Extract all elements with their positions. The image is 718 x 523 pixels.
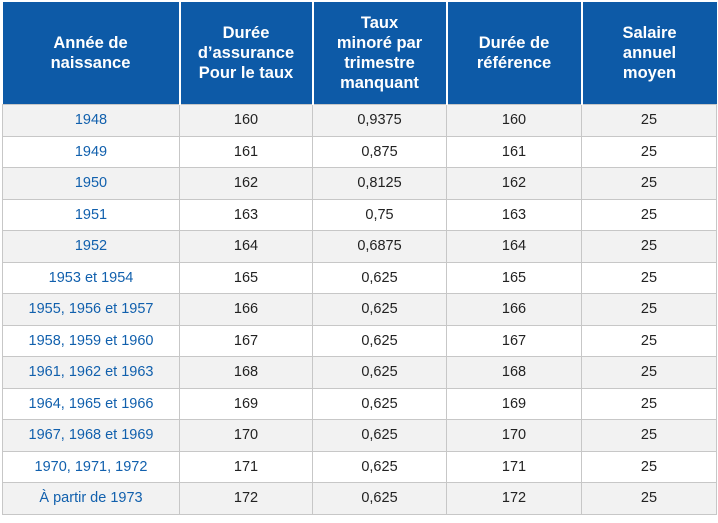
- cell-reference-duration: 172: [447, 483, 582, 515]
- cell-birth-year: 1961, 1962 et 1963: [3, 357, 180, 389]
- table-row: [3, 451, 717, 483]
- header-line: Durée: [222, 24, 270, 42]
- cell-average-salary: 25: [582, 357, 717, 389]
- table-body: [3, 105, 717, 515]
- cell-reference-duration: 168: [447, 357, 582, 389]
- cell-insurance-duration: 169: [180, 388, 313, 420]
- cell-reference-duration: 171: [447, 451, 582, 483]
- cell-reference-duration: 163: [447, 199, 582, 231]
- table-row: [3, 136, 717, 168]
- cell-insurance-duration: 163: [180, 199, 313, 231]
- cell-insurance-duration: 167: [180, 325, 313, 357]
- table-row: [3, 483, 717, 515]
- header-line: Pour le taux: [198, 64, 294, 82]
- table-row: [3, 357, 717, 389]
- table-row: [3, 168, 717, 200]
- cell-reference-duration: 170: [447, 420, 582, 452]
- cell-insurance-duration: 161: [180, 136, 313, 168]
- retirement-rate-table: [2, 2, 717, 515]
- cell-reduced-rate: 0,75: [313, 199, 447, 231]
- cell-reference-duration: 167: [447, 325, 582, 357]
- cell-insurance-duration: 168: [180, 357, 313, 389]
- cell-average-salary: 25: [582, 325, 717, 357]
- table-row: [3, 325, 717, 357]
- cell-birth-year: 1953 et 1954: [3, 262, 180, 294]
- cell-birth-year: 1950: [3, 168, 180, 200]
- cell-insurance-duration: 166: [180, 294, 313, 326]
- cell-average-salary: 25: [582, 420, 717, 452]
- header-row: [3, 2, 717, 105]
- header-birth-year: [3, 2, 180, 105]
- cell-reduced-rate: 0,625: [313, 388, 447, 420]
- cell-reference-duration: 162: [447, 168, 582, 200]
- table-row: [3, 199, 717, 231]
- cell-reduced-rate: 0,625: [313, 451, 447, 483]
- header-line: trimestre: [344, 54, 415, 72]
- cell-birth-year: 1970, 1971, 1972: [3, 451, 180, 483]
- cell-reduced-rate: 0,625: [313, 294, 447, 326]
- cell-reduced-rate: 0,6875: [313, 231, 447, 263]
- cell-birth-year: 1958, 1959 et 1960: [3, 325, 180, 357]
- cell-average-salary: 25: [582, 451, 717, 483]
- cell-reference-duration: 166: [447, 294, 582, 326]
- cell-average-salary: 25: [582, 105, 717, 137]
- cell-birth-year: À partir de 1973: [3, 483, 180, 515]
- header-reference-duration: [447, 2, 582, 105]
- table-row: [3, 420, 717, 452]
- cell-reference-duration: 161: [447, 136, 582, 168]
- cell-reduced-rate: 0,9375: [313, 105, 447, 137]
- table-row: [3, 262, 717, 294]
- header-line: manquant: [340, 74, 419, 92]
- header-line: Année de: [53, 34, 128, 52]
- header-insurance-duration: [180, 2, 313, 105]
- cell-reduced-rate: 0,625: [313, 357, 447, 389]
- table-row: [3, 388, 717, 420]
- cell-reduced-rate: 0,875: [313, 136, 447, 168]
- table-row: [3, 294, 717, 326]
- table-row: [3, 105, 717, 137]
- cell-average-salary: 25: [582, 199, 717, 231]
- cell-average-salary: 25: [582, 231, 717, 263]
- cell-reduced-rate: 0,625: [313, 420, 447, 452]
- cell-reduced-rate: 0,8125: [313, 168, 447, 200]
- header-line: Durée de: [478, 34, 550, 52]
- cell-birth-year: 1964, 1965 et 1966: [3, 388, 180, 420]
- cell-reference-duration: 160: [447, 105, 582, 137]
- cell-average-salary: 25: [582, 294, 717, 326]
- cell-average-salary: 25: [582, 262, 717, 294]
- header-line: référence: [476, 54, 552, 72]
- cell-insurance-duration: 164: [180, 231, 313, 263]
- header-line: d’assurance: [197, 44, 295, 62]
- cell-insurance-duration: 162: [180, 168, 313, 200]
- cell-insurance-duration: 165: [180, 262, 313, 294]
- cell-birth-year: 1955, 1956 et 1957: [3, 294, 180, 326]
- retirement-table-container: [2, 2, 716, 515]
- cell-birth-year: 1967, 1968 et 1969: [3, 420, 180, 452]
- cell-reference-duration: 165: [447, 262, 582, 294]
- table-header: [3, 2, 717, 105]
- cell-reduced-rate: 0,625: [313, 262, 447, 294]
- cell-insurance-duration: 171: [180, 451, 313, 483]
- header-reduced-rate: [313, 2, 447, 105]
- cell-insurance-duration: 170: [180, 420, 313, 452]
- header-line: Taux: [360, 14, 399, 32]
- header-line: annuel: [622, 44, 677, 62]
- header-line: minoré par: [336, 34, 423, 52]
- cell-birth-year: 1948: [3, 105, 180, 137]
- cell-reduced-rate: 0,625: [313, 483, 447, 515]
- cell-reference-duration: 164: [447, 231, 582, 263]
- cell-birth-year: 1951: [3, 199, 180, 231]
- cell-average-salary: 25: [582, 136, 717, 168]
- cell-reference-duration: 169: [447, 388, 582, 420]
- cell-birth-year: 1952: [3, 231, 180, 263]
- header-line: moyen: [622, 64, 677, 82]
- header-line: naissance: [50, 54, 131, 72]
- cell-average-salary: 25: [582, 168, 717, 200]
- cell-insurance-duration: 160: [180, 105, 313, 137]
- cell-average-salary: 25: [582, 483, 717, 515]
- cell-average-salary: 25: [582, 388, 717, 420]
- table-row: [3, 231, 717, 263]
- cell-birth-year: 1949: [3, 136, 180, 168]
- cell-reduced-rate: 0,625: [313, 325, 447, 357]
- header-line: Salaire: [622, 24, 677, 42]
- cell-insurance-duration: 172: [180, 483, 313, 515]
- header-average-salary: [582, 2, 717, 105]
